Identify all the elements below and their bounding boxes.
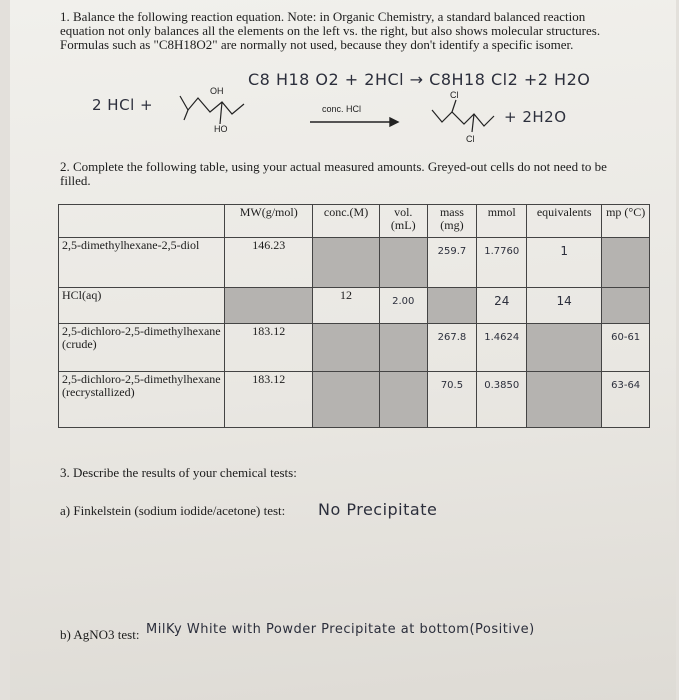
label-cl-top: Cl [450,90,459,100]
table-row [59,288,650,324]
reaction-scheme [10,0,676,150]
header-cell: MW(g/mol) [225,205,313,238]
grey-cell [427,288,477,324]
header-cell: vol. (mL) [379,205,427,238]
mw-cell: 183.12 [225,372,313,428]
compound-name: 2,5-dimethylhexane-2,5-diol [59,238,225,288]
mmol-value: 0.3850 [484,380,520,391]
compound-name: 2,5-dichloro-2,5-dimethylhexane (crude) [59,324,225,372]
conc-cell: 12 [313,288,380,324]
equiv-cell [527,238,602,288]
mass-value: 70.5 [440,380,464,391]
mmol-value: 24 [494,294,510,308]
grey-cell [313,324,380,372]
mass-cell [427,372,477,428]
label-cl-bottom: Cl [466,134,475,144]
grey-cell [379,372,427,428]
question-2-text: 2. Complete the following table, using your actual measured amounts. Greyed-out cells do not need to be filled. [60,159,607,188]
table-header-row [59,205,650,238]
mmol-cell [477,288,527,324]
mass-cell [427,238,477,288]
dichloride-structure [432,100,494,132]
mmol-value: 1.7760 [484,246,520,257]
label-oh: OH [210,86,224,96]
header-cell: equivalents [527,205,602,238]
grey-cell [527,324,602,372]
mp-value: 63-64 [611,380,641,391]
grey-cell [379,238,427,288]
header-cell: conc.(M) [313,205,380,238]
header-cell [59,205,225,238]
measurements-table [58,204,650,428]
table-row [59,324,650,372]
worksheet-page [10,0,676,700]
mw-cell: 183.12 [225,324,313,372]
grey-cell [313,238,380,288]
mp-value: 60-61 [611,332,641,343]
question-3-text: 3. Describe the results of your chemical tests: [60,465,297,480]
compound-name: 2,5-dichloro-2,5-dimethylhexane (recrystallized) [59,372,225,428]
compound-name: HCl(aq) [59,288,225,324]
reaction-arrow [310,118,398,126]
mp-cell [602,372,650,428]
finkelstein-label: a) Finkelstein (sodium iodide/acetone) test: [60,503,286,518]
mmol-cell [477,238,527,288]
header-cell: mass (mg) [427,205,477,238]
mass-cell [427,324,477,372]
reagent-label: conc. HCl [322,104,362,114]
grey-cell [379,324,427,372]
mmol-cell [477,372,527,428]
header-cell: mp (°C) [602,205,650,238]
handwritten-right-suffix: + 2H2O [504,108,567,126]
grey-cell [527,372,602,428]
mw-cell: 146.23 [225,238,313,288]
equiv-cell [527,288,602,324]
finkelstein-answer: No Precipitate [318,500,438,519]
vol-value: 2.00 [392,296,415,307]
equiv-value: 1 [560,244,568,258]
handwritten-formula: C8 H18 O2 + 2HCl → C8H18 Cl2 +2 H2O [248,70,591,89]
table-row [59,372,650,428]
grey-cell [225,288,313,324]
mmol-cell [477,324,527,372]
agno3-answer: MilKy White with Powder Precipitate at bottom(Positive) [146,622,535,637]
mass-value: 259.7 [437,246,467,257]
grey-cell [602,288,650,324]
equiv-value: 14 [556,294,572,308]
grey-cell [602,238,650,288]
agno3-label: b) AgNO3 test: [60,627,140,642]
diol-structure [180,96,244,124]
mass-value: 267.8 [437,332,467,343]
label-ho: HO [214,124,228,134]
grey-cell [313,372,380,428]
handwritten-left-prefix: 2 HCl + [92,96,154,114]
header-cell: mmol [477,205,527,238]
mmol-value: 1.4624 [484,332,520,343]
vol-cell [379,288,427,324]
mp-cell [602,324,650,372]
table-row [59,238,650,288]
question-1-text: 1. Balance the following reaction equation. Note: in Organic Chemistry, a standard balanced reaction equation not only balances all the elements on the left vs. the right, but also shows molecular structures. Formulas such as "C8H18O2" are normally not used, because they don't identify a specific isomer. [60,9,601,52]
